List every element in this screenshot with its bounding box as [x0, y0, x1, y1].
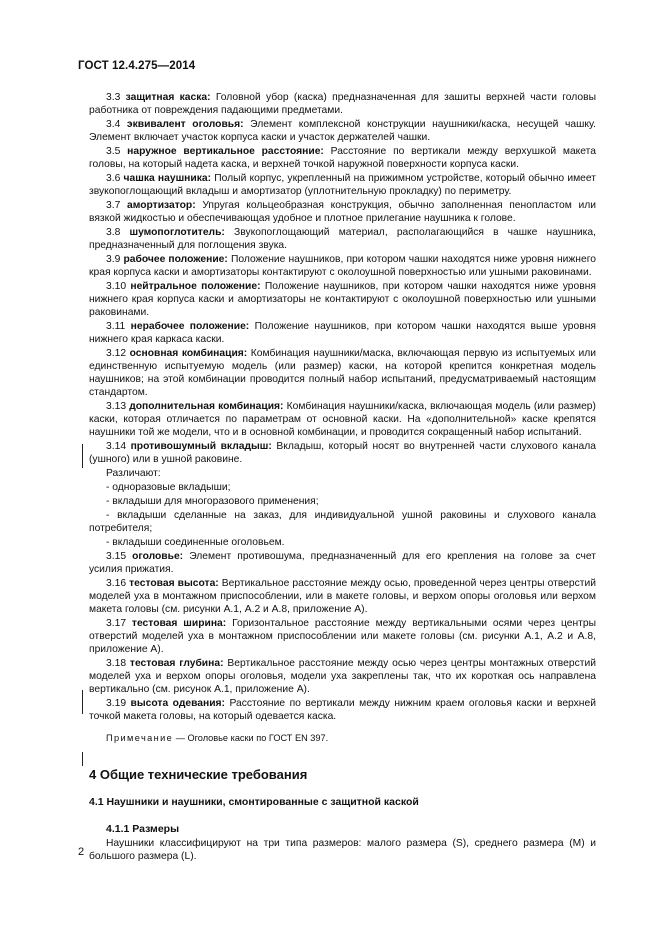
distinguish-item: - вкладыши сделанные на заказ, для индивидуальной ушной раковины и слухового канала потребителя;	[89, 510, 596, 534]
definition-text: Вертикальное расстояние между осью через центры монтажных отверстий моделей уха и верхом опоры оголовья, модели уха закреплены так, что их короткая ось направлена вертикально (см. рисунок А.1, приложение А).	[89, 658, 596, 695]
distinguish-item: - вкладыши для многоразового применения;	[106, 496, 319, 507]
definition-term: дополнительная комбинация:	[129, 401, 284, 412]
definition-text: Положение наушников, при котором чашки находятся ниже уровня нижнего края корпуса каски и амортизаторы не контактируют с околоушной поверхностью или ушными раковинами.	[89, 281, 596, 318]
definition-text: Упругая кольцеобразная конструкция, обычно заполненная пенопластом или вязкой жидкостью и обеспечивающая удобное и плотное прилегание наушника к голове.	[89, 200, 596, 224]
definition-term: тестовая высота:	[129, 578, 219, 589]
definition-item	[89, 550, 596, 576]
definition-number: 3.6	[106, 173, 121, 184]
definition-item	[89, 280, 596, 319]
definitions-list	[89, 91, 596, 466]
definition-item	[89, 400, 596, 439]
note-text: — Оголовье каски по ГОСТ EN 397.	[175, 733, 329, 743]
definition-number: 3.3	[106, 92, 121, 103]
definition-item	[89, 172, 596, 198]
definition-item	[89, 199, 596, 225]
definition-number: 3.13	[106, 401, 127, 412]
definition-number: 3.9	[106, 254, 121, 265]
definition-term: шумопоглотитель:	[129, 227, 225, 238]
definition-number: 3.8	[106, 227, 121, 238]
distinguish-item: - вкладыши соединенные оголовьем.	[106, 537, 285, 548]
definition-term: амортизатор:	[127, 200, 196, 211]
definition-term: высота одевания:	[130, 698, 225, 709]
definition-number: 3.18	[106, 658, 127, 669]
change-bar	[82, 752, 83, 766]
definition-number: 3.17	[106, 618, 127, 629]
section-4-heading: 4 Общие технические требования	[89, 767, 308, 782]
distinguish-list	[89, 481, 596, 549]
definition-item	[89, 118, 596, 144]
definition-text: Полый корпус, укрепленный на прижимном устройстве, который обычно имеет звукопоглощающий вкладыш и амортизатор (уплотнительную прокладку) по периметру.	[89, 173, 596, 197]
definition-item	[89, 253, 596, 279]
section-4-1-heading: 4.1 Наушники и наушники, смонтированные с защитной каской	[89, 796, 419, 808]
definition-term: нерабочее положение:	[130, 321, 250, 332]
definition-term: тестовая глубина:	[129, 658, 224, 669]
definition-term: защитная каска:	[125, 92, 211, 103]
definition-number: 3.16	[106, 578, 127, 589]
change-bar	[82, 444, 83, 468]
definition-number: 3.7	[106, 200, 121, 211]
definition-number: 3.5	[106, 146, 121, 157]
definition-term: рабочее положение:	[123, 254, 228, 265]
definition-term: тестовая ширина:	[131, 618, 227, 629]
definition-item	[89, 320, 596, 346]
note	[89, 732, 596, 745]
definition-text: Комбинация наушники/маска, включающая первую из испытуемых или единственную испытуемую модель (или размер) каски, на которой крепится конкретная модель наушников; на этой комбинации проводится полный набор испытаний, предусматриваемый настоящим стандартом.	[89, 348, 596, 398]
definition-item	[89, 226, 596, 252]
definition-term: чашка наушника:	[123, 173, 212, 184]
definition-number: 3.4	[106, 119, 121, 130]
definition-text: Головной убор (каска) предназначенная для зашиты верхней части головы работника от повреждения падающими предметами.	[89, 92, 596, 116]
definition-text: Расстояние по вертикали между нижним краем оголовья каски и верхней точкой макета головы, на который одевается каска.	[89, 698, 596, 722]
definition-text: Звукопоглощающий материал, располагающийся в чашке наушника, предназначенный для поглощения звука.	[89, 227, 596, 251]
definition-item	[89, 440, 596, 466]
definition-term: нейтральное положение:	[130, 281, 261, 292]
distinguish-item: - одноразовые вкладыши;	[106, 482, 231, 493]
definition-item	[89, 697, 596, 723]
definition-term: основная комбинация:	[129, 348, 248, 359]
definition-number: 3.11	[106, 321, 126, 332]
definition-term: наружное вертикальное расстояние:	[127, 146, 324, 157]
definition-text: Элемент противошума, предназначенный для его крепления на голове за счет усилия прижатия.	[89, 551, 596, 575]
definition-number: 3.19	[106, 698, 127, 709]
page-number: 2	[78, 846, 85, 858]
definition-text: Расстояние по вертикали между верхушкой макета головы, на который надета каска, и верхней точкой наружной поверхности корпуса каски.	[89, 146, 597, 170]
definition-item	[89, 91, 596, 117]
document-body	[89, 91, 596, 864]
definition-text: Элемент комплексной конструкции наушники/каска, несущей чашку. Элемент включает участок корпуса каски и участок держателей чашки.	[89, 119, 596, 143]
document-header: ГОСТ 12.4.275—2014	[78, 60, 196, 72]
definition-item	[89, 347, 596, 399]
definition-term: эквивалент оголовья:	[126, 119, 244, 130]
definition-text: Положение наушников, при котором чашки находятся выше уровня нижнего края каркаса каски.	[89, 321, 596, 345]
definition-text: Вертикальное расстояние между осью, проведенной через центры отверстий моделей уха в монтажном приспособлении, или в макете головы, и верхом опоры оголовья или верхом макета головы (см. рисунки А.1, А.2 и А.8, приложение А).	[89, 578, 596, 615]
definition-term: оголовье:	[132, 551, 184, 562]
definition-text: Горизонтальное расстояние между вертикальными осями через центры отверстий моделей уха в монтажном приспособлении или макете головы (см. рисунки А.1, А.2 и А.8, приложение А).	[89, 618, 596, 655]
change-bar	[82, 690, 83, 714]
definition-item	[89, 145, 596, 171]
definition-number: 3.12	[106, 348, 127, 359]
definitions-list-2	[89, 550, 596, 723]
definition-item	[89, 657, 596, 696]
section-4-1-1-heading: 4.1.1 Размеры	[106, 823, 180, 835]
definition-number: 3.14	[106, 441, 127, 452]
definition-text: Комбинация наушники/каска, включающая модель (или размер) каски, которая отличается по параметрам от основной каски. На «дополнительной» каске крепятся наушники той же модели, что и в основной комбинации, и проводится сокращенный набор испытаний.	[89, 401, 596, 438]
distinguish-intro: Различают:	[106, 468, 161, 479]
section-4-1-1-text: Наушники классифицируют на три типа размеров: малого размера (S), среднего размера (М) и большого размера (L).	[89, 838, 596, 862]
definition-item	[89, 617, 596, 656]
definition-item	[89, 577, 596, 616]
definition-number: 3.10	[106, 281, 127, 292]
definition-term: противошумный вкладыш:	[130, 441, 272, 452]
definition-text: Вкладыш, который носят во внутренней части слухового канала (ушного) или в ушной раковине.	[89, 441, 596, 465]
definition-text: Положение наушников, при котором чашки находятся ниже уровня нижнего края корпуса каски и амортизаторы контактируют с околоушной поверхностью или ушными раковинами.	[89, 254, 596, 278]
definition-number: 3.15	[106, 551, 127, 562]
note-label: Примечание	[106, 733, 174, 743]
